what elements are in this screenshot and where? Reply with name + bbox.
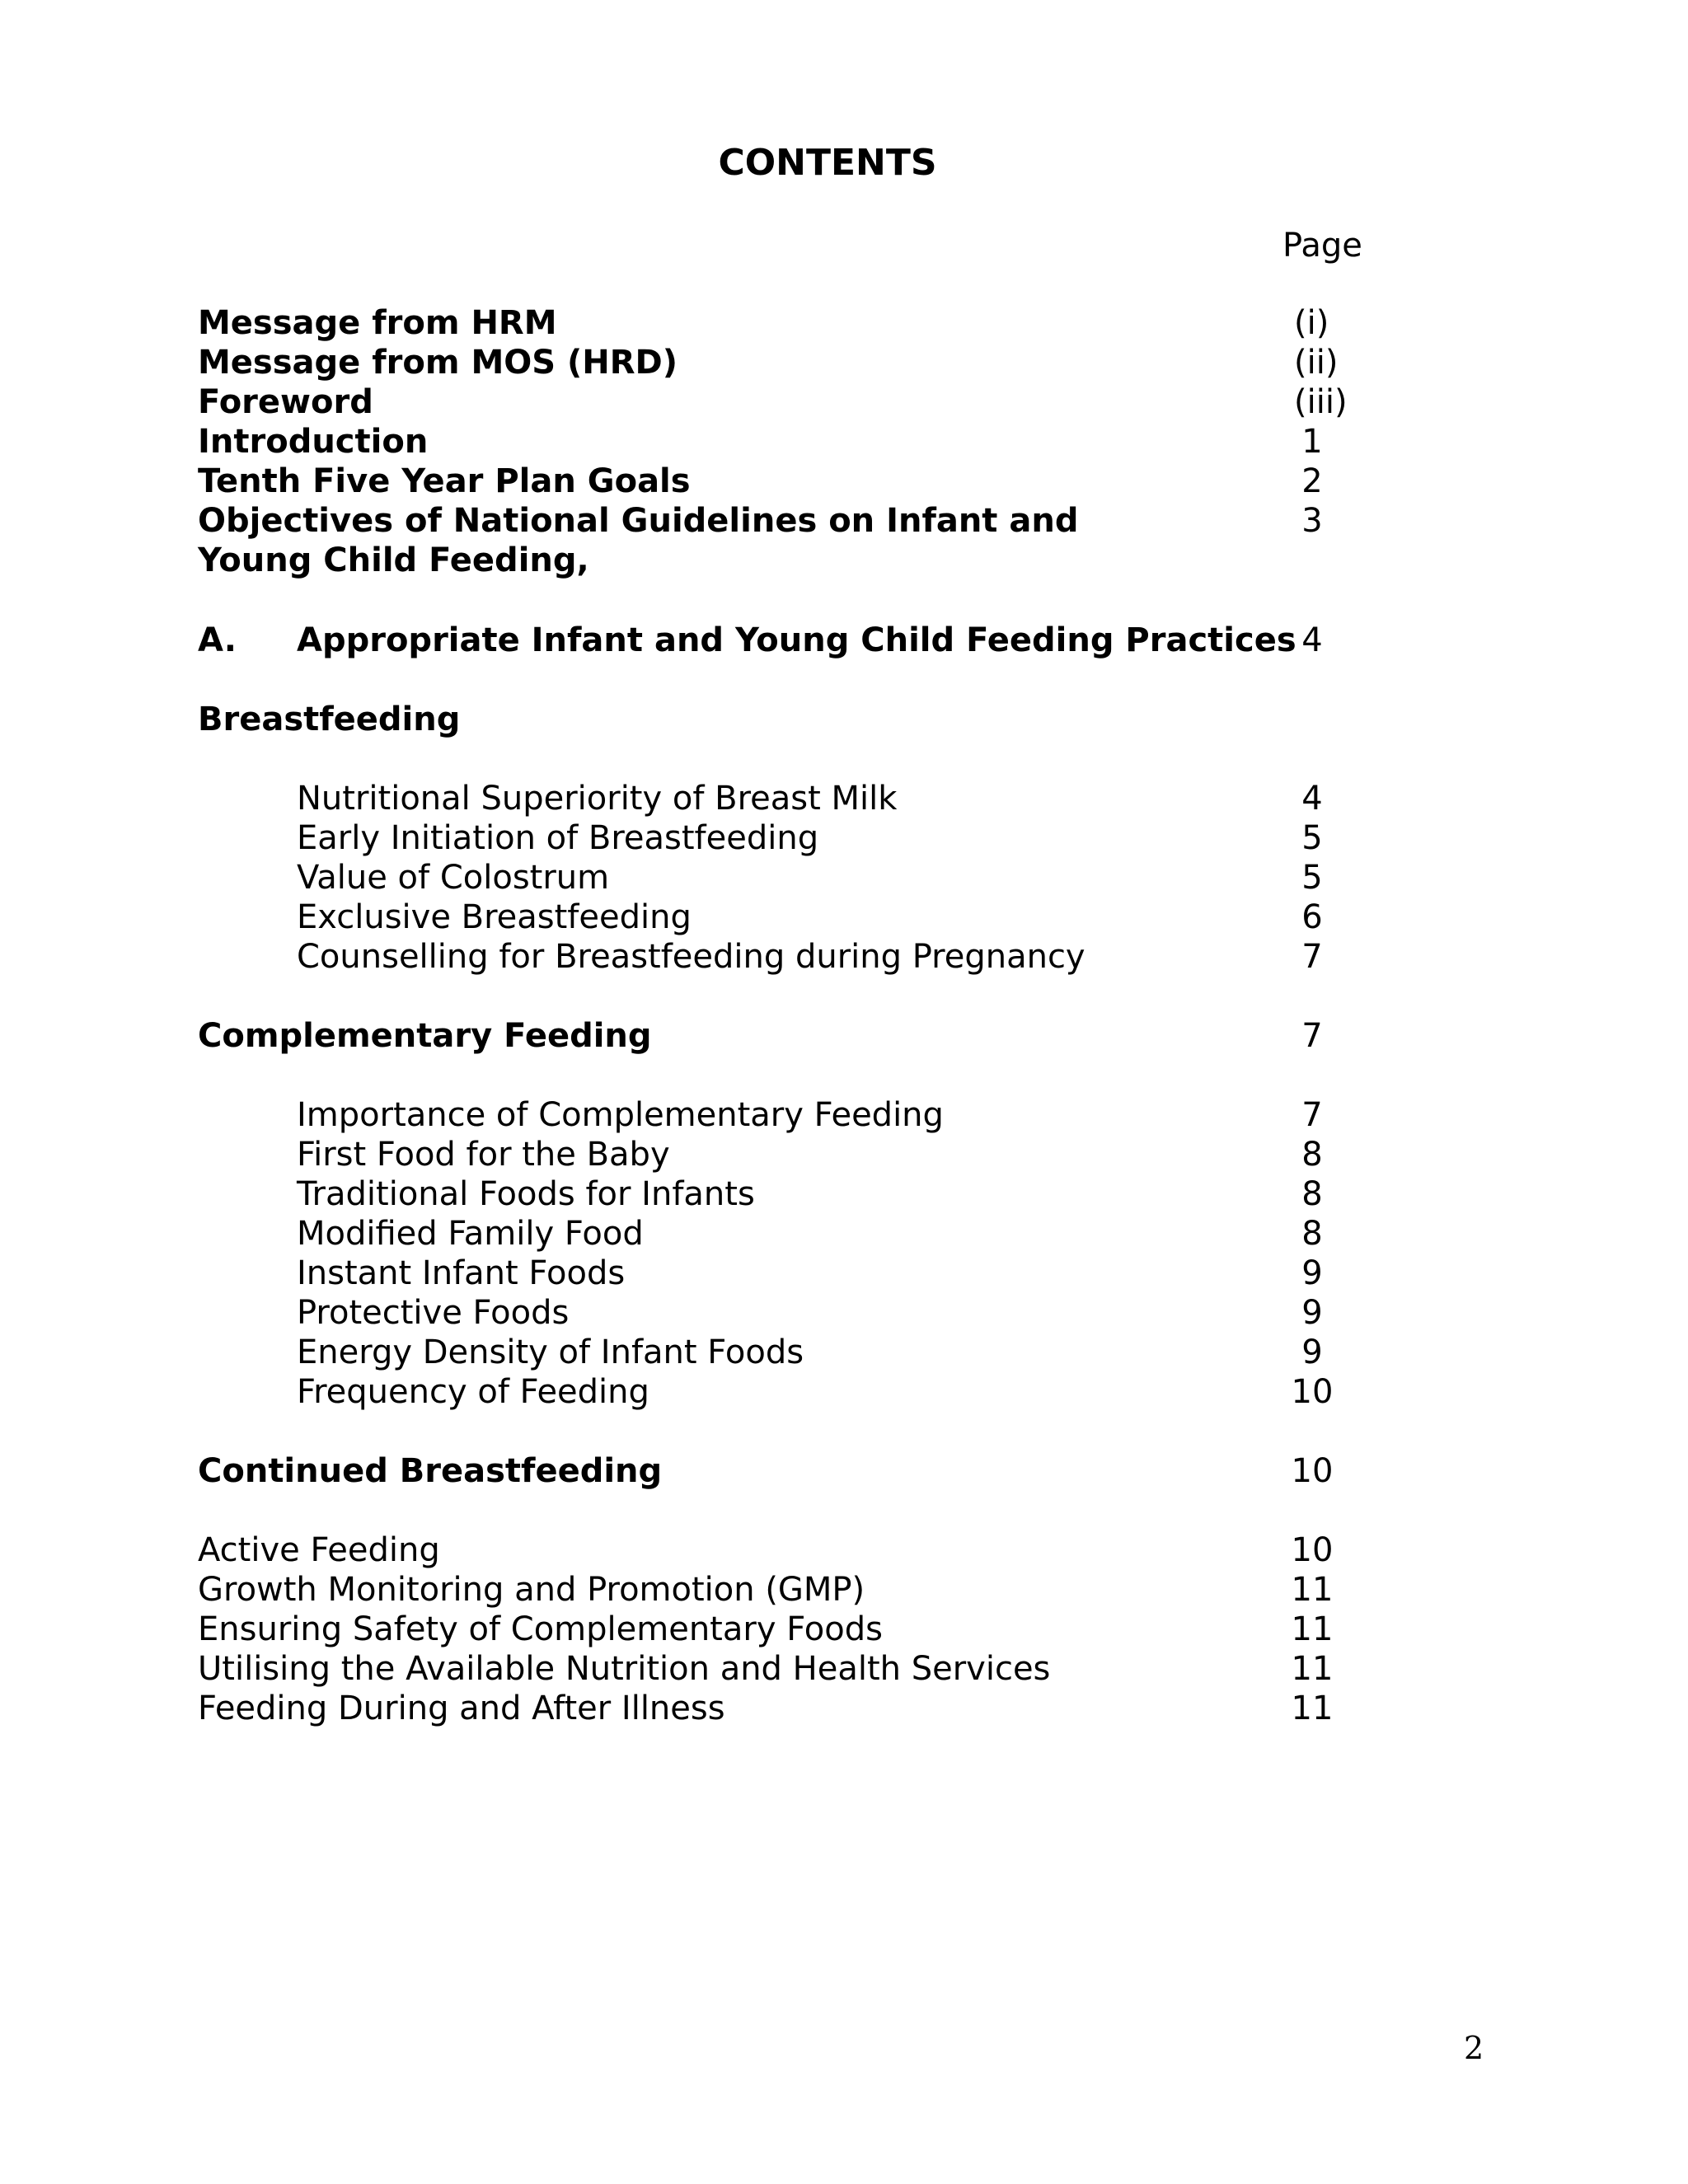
toc-entry-label: Counselling for Breastfeeding during Pregnancy: [297, 938, 1085, 976]
toc-entry-page: 1: [1301, 423, 1323, 461]
toc-entry-label: Tenth Five Year Plan Goals: [198, 462, 691, 500]
toc-entry-page: 5: [1301, 859, 1323, 897]
toc-entry-page: 7: [1301, 938, 1323, 976]
toc-entry-label: Young Child Feeding,: [198, 541, 589, 579]
toc-entry-label: Introduction: [198, 423, 429, 461]
toc-entry-label: Active Feeding: [198, 1531, 440, 1569]
toc-entry-label: Objectives of National Guidelines on Infant and: [198, 502, 1079, 540]
toc-entry: [0, 382, 1688, 423]
page-column-header: Page: [1282, 227, 1362, 265]
toc-entry-label: Protective Foods: [297, 1294, 570, 1332]
toc-entry: [0, 1688, 1688, 1729]
toc-section-heading: [0, 620, 1688, 661]
toc-entry-label: Instant Infant Foods: [297, 1254, 626, 1292]
toc-entry-label: Continued Breastfeeding: [198, 1452, 663, 1490]
toc-entry-page: 10: [1291, 1531, 1334, 1569]
toc-entry: [0, 857, 1688, 898]
toc-entry-label: Energy Density of Infant Foods: [297, 1333, 804, 1371]
toc-entry: [0, 1253, 1688, 1294]
toc-entry-label: Nutritional Superiority of Breast Milk: [297, 780, 898, 818]
toc-entry: [0, 1174, 1688, 1215]
toc-entry-page: 11: [1291, 1690, 1334, 1727]
toc-entry-page: 9: [1301, 1254, 1323, 1292]
toc-entry: [0, 1332, 1688, 1373]
toc-entry-page: 3: [1301, 502, 1323, 540]
toc-entry: [0, 1569, 1688, 1610]
toc-entry: [0, 1648, 1688, 1690]
toc-entry-page: 8: [1301, 1175, 1323, 1213]
page-title: CONTENTS: [718, 142, 937, 184]
toc-entry: [0, 897, 1688, 938]
toc-entry: [0, 936, 1688, 977]
toc-entry-label: Appropriate Infant and Young Child Feeding Practices: [297, 621, 1296, 659]
toc-entry-page: 9: [1301, 1294, 1323, 1332]
toc-entry-page: 11: [1291, 1650, 1334, 1688]
toc-entry: [0, 461, 1688, 502]
toc-entry-label: Exclusive Breastfeeding: [297, 898, 692, 936]
toc-entry-page: 6: [1301, 898, 1323, 936]
toc-entry-label: Growth Monitoring and Promotion (GMP): [198, 1571, 865, 1609]
toc-entry-page: 2: [1301, 462, 1323, 500]
toc-entry: [0, 1213, 1688, 1254]
toc-subsection-heading: [0, 1015, 1688, 1057]
toc-entry: [0, 302, 1688, 344]
toc-entry-page: (iii): [1294, 383, 1348, 421]
toc-subsection-heading: [0, 699, 1688, 740]
page-number: 2: [1464, 2030, 1484, 2066]
toc-entry-label: Frequency of Feeding: [297, 1373, 649, 1411]
toc-entry-continuation: [0, 540, 1688, 581]
section-letter: A.: [198, 621, 237, 659]
toc-entry-label: Value of Colostrum: [297, 859, 610, 897]
toc-entry-page: (ii): [1294, 344, 1339, 382]
toc-entry-page: 9: [1301, 1333, 1323, 1371]
toc-subsection-heading: [0, 1451, 1688, 1492]
toc-entry-page: (i): [1294, 304, 1329, 342]
toc-entry-label: First Food for the Baby: [297, 1136, 670, 1174]
toc-entry-label: Ensuring Safety of Complementary Foods: [198, 1610, 883, 1648]
toc-entry-label: Feeding During and After Illness: [198, 1690, 725, 1727]
toc-entry-label: Complementary Feeding: [198, 1017, 652, 1055]
toc-entry: [0, 1609, 1688, 1650]
toc-entry: [0, 818, 1688, 859]
toc-entry: [0, 1094, 1688, 1136]
toc-entry: [0, 1371, 1688, 1413]
toc-entry-label: Breastfeeding: [198, 701, 461, 738]
toc-entry: [0, 342, 1688, 383]
toc-entry-page: 11: [1291, 1610, 1334, 1648]
toc-entry-page: 8: [1301, 1136, 1323, 1174]
toc-entry: [0, 421, 1688, 462]
toc-entry-label: Early Initiation of Breastfeeding: [297, 819, 819, 857]
toc-entry-label: Traditional Foods for Infants: [297, 1175, 755, 1213]
toc-entry: [0, 1292, 1688, 1333]
toc-entry-page: 5: [1301, 819, 1323, 857]
toc-entry-label: Message from MOS (HRD): [198, 344, 678, 382]
toc-entry-page: 4: [1301, 621, 1323, 659]
toc-entry-label: Message from HRM: [198, 304, 557, 342]
toc-entry-label: Utilising the Available Nutrition and Health Services: [198, 1650, 1051, 1688]
toc-entry: [0, 500, 1688, 541]
toc-entry-label: Modified Family Food: [297, 1215, 644, 1253]
toc-entry-page: 8: [1301, 1215, 1323, 1253]
toc-entry: [0, 1134, 1688, 1175]
toc-entry: [0, 1530, 1688, 1571]
toc-entry-label: Foreword: [198, 383, 373, 421]
toc-entry: [0, 778, 1688, 819]
toc-entry-page: 7: [1301, 1017, 1323, 1055]
toc-entry-label: Importance of Complementary Feeding: [297, 1096, 944, 1134]
toc-entry-page: 11: [1291, 1571, 1334, 1609]
toc-entry-page: 10: [1291, 1373, 1334, 1411]
toc-entry-page: 7: [1301, 1096, 1323, 1134]
toc-entry-page: 4: [1301, 780, 1323, 818]
toc-entry-page: 10: [1291, 1452, 1334, 1490]
